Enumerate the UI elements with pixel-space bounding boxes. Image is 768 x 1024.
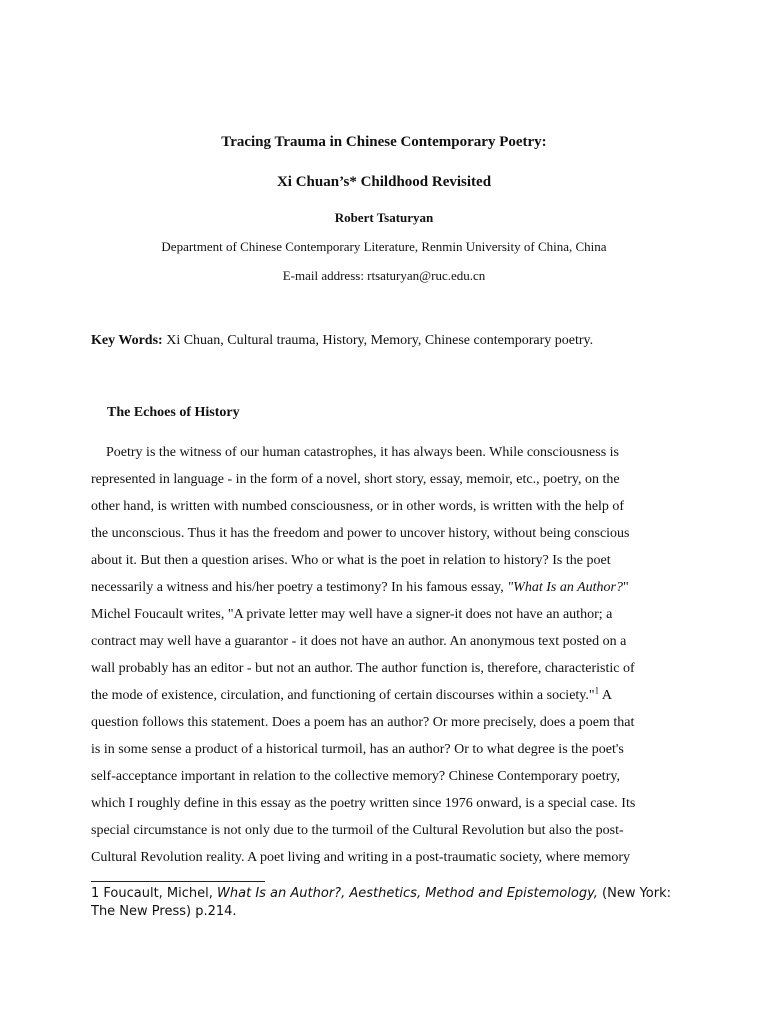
body-line: other hand, is written with numbed consciousness, or in other words, is written with the help of [91, 499, 625, 514]
keywords-text: Xi Chuan, Cultural trauma, History, Memory, Chinese contemporary poetry. [162, 333, 594, 348]
essay-title-italic: "What Is an Author? [507, 580, 623, 595]
section-heading: The Echoes of History [107, 405, 240, 420]
body-line [91, 682, 681, 709]
body-line: Cultural Revolution reality. A poet living and writing in a post-traumatic society, where memory [91, 850, 631, 865]
author-affiliation: Department of Chinese Contemporary Literature, Renmin University of China, China [161, 239, 607, 254]
footnote-suffix: (New York: The New Press) p.214. [91, 886, 672, 919]
body-line: is in some sense a product of a historical turmoil, has an author? Or to what degree is the poet's [91, 742, 624, 757]
body-line: Michel Foucault writes, "A private letter may well have a signer-it does not have an author; a [91, 607, 613, 622]
body-line: contract may well have a guarantor - it does not have an author. An anonymous text posted on a [91, 634, 627, 649]
footnote [91, 885, 691, 921]
body-line-part: A [599, 688, 612, 703]
body-line: the unconscious. Thus it has the freedom and power to uncover history, without being conscious [91, 526, 630, 541]
author-name: Robert Tsaturyan [334, 210, 434, 225]
body-line: self-acceptance important in relation to the collective memory? Chinese Contemporary poetry, [91, 769, 620, 784]
paper-title-line-2: Xi Chuan’s* Childhood Revisited [276, 174, 492, 190]
body-line-part: the mode of existence, circulation, and functioning of certain discourses within a society." [91, 688, 595, 703]
body-line: wall probably has an editor - but not an author. The author function is, therefore, characteristic of [91, 661, 635, 676]
body-line: represented in language - in the form of a novel, short story, essay, memoir, etc., poetry, on the [91, 472, 620, 487]
footnote-reference[interactable]: 1 [594, 685, 600, 696]
body-line-part: necessarily a witness and his/her poetry a testimony? In his famous essay, [91, 580, 508, 595]
author-email: E-mail address: rtsaturyan@ruc.edu.cn [282, 268, 486, 283]
body-line: which I roughly define in this essay as the poetry written since 1976 onward, is a special case. Its [91, 796, 636, 811]
body-line-part: " [622, 580, 629, 595]
keywords-label: Key Words: [91, 333, 163, 348]
keywords [91, 333, 593, 349]
footnote-prefix: 1 Foucault, Michel, [91, 886, 218, 901]
body-line: question follows this statement. Does a poem has an author? Or more precisely, does a poem that [91, 715, 635, 730]
body-line: about it. But then a question arises. Who or what is the poet in relation to history? Is the poet [91, 553, 611, 568]
paper-title-line-1: Tracing Trauma in Chinese Contemporary Poetry: [221, 134, 547, 150]
body-paragraph [91, 439, 681, 871]
body-line: special circumstance is not only due to the turmoil of the Cultural Revolution but also the post- [91, 823, 624, 838]
body-line [91, 574, 681, 601]
footnote-separator [91, 881, 265, 882]
body-line: Poetry is the witness of our human catastrophes, it has always been. While consciousness is [106, 445, 619, 460]
footnote-italic: What Is an Author?, Aesthetics, Method and Epistemology, [217, 886, 598, 901]
